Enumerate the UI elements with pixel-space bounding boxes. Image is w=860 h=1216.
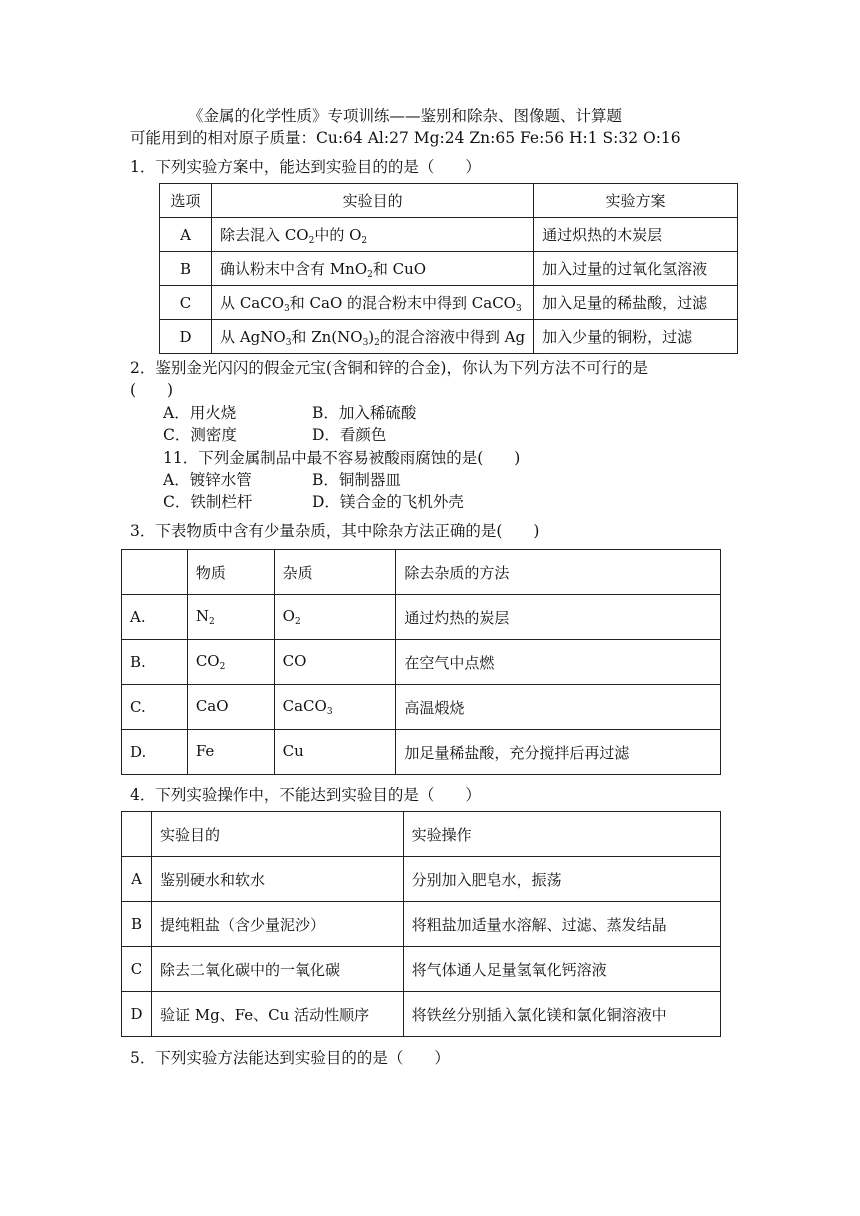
table-header: 实验目的 [151, 812, 403, 857]
option-label: D [122, 992, 152, 1037]
q5-stem: 5．下列实验方法能达到实验目的的是（ ） [130, 1049, 450, 1067]
q11-stem: 11．下列金属制品中最不容易被酸雨腐蚀的是( ) [163, 449, 521, 467]
method-cell: 通过灼热的炭层 [396, 595, 721, 640]
q3-stem: 3．下表物质中含有少量杂质，其中除杂方法正确的是( ) [130, 522, 540, 540]
substance-cell: Fe [187, 730, 274, 775]
substance-cell: $N_2$ [187, 595, 274, 640]
operation-cell: 分别加入肥皂水，振荡 [403, 857, 720, 902]
q2-stem-paren: ( ) [130, 381, 174, 399]
q2-option-c: C．测密度 [163, 426, 237, 444]
table-row [122, 730, 721, 775]
method-cell: 高温煅烧 [396, 685, 721, 730]
q1-stem: 1．下列实验方案中，能达到实验目的的是（ ） [130, 158, 481, 176]
table-header: 物质 [187, 550, 274, 595]
table-row [122, 595, 721, 640]
table-header: 除去杂质的方法 [396, 550, 721, 595]
option-label: A [160, 218, 212, 252]
q2-stem: 2．鉴别金光闪闪的假金元宝(含铜和锌的合金)，你认为下列方法不可行的是 [130, 359, 648, 377]
impurity-cell: $O_2$ [274, 595, 396, 640]
q11-option-b: B．铜制器皿 [312, 471, 401, 489]
goal-cell: 除去混入 $CO_2$中的 $O_2$ [212, 218, 534, 252]
table-row [122, 857, 721, 902]
table-row [122, 640, 721, 685]
plan-cell: 加入足量的稀盐酸，过滤 [534, 286, 738, 320]
q3-table [121, 549, 721, 775]
goal-cell: 除去二氧化碳中的一氧化碳 [151, 947, 403, 992]
impurity-cell: CaCO$_3$ [274, 685, 396, 730]
plan-cell: 通过炽热的木炭层 [534, 218, 738, 252]
substance-cell: CaO [187, 685, 274, 730]
table-header: 实验目的 [212, 184, 534, 218]
impurity-cell: Cu [274, 730, 396, 775]
table-header: 选项 [160, 184, 212, 218]
goal-cell: 确认粉末中含有 MnO$_2$和 CuO [212, 252, 534, 286]
method-cell: 在空气中点燃 [396, 640, 721, 685]
table-header-row [160, 184, 738, 218]
option-label: B [122, 902, 152, 947]
goal-cell: 验证 Mg、Fe、Cu 活动性顺序 [151, 992, 403, 1037]
q2-option-d: D．看颜色 [312, 426, 387, 444]
table-header [122, 812, 152, 857]
option-label: C. [122, 685, 188, 730]
q2-option-b: B．加入稀硫酸 [312, 404, 417, 422]
option-label: D [160, 320, 212, 354]
method-cell: 加足量稀盐酸，充分搅拌后再过滤 [396, 730, 721, 775]
table-row [122, 902, 721, 947]
option-label: A [122, 857, 152, 902]
operation-cell: 将粗盐加适量水溶解、过滤、蒸发结晶 [403, 902, 720, 947]
table-header-row [122, 812, 721, 857]
option-label: A. [122, 595, 188, 640]
q11-option-c: C．铁制栏杆 [163, 493, 253, 511]
option-label: D. [122, 730, 188, 775]
q11-option-d: D．镁合金的飞机外壳 [312, 493, 464, 511]
q11-option-a: A．镀锌水管 [163, 471, 252, 489]
table-header-row [122, 550, 721, 595]
goal-cell: 从 CaCO$_3$和 CaO 的混合粉末中得到 CaCO$_3$ [212, 286, 534, 320]
document-title: 《金属的化学性质》专项训练——鉴别和除杂、图像题、计算题 [188, 107, 623, 125]
q2-option-a: A．用火烧 [163, 404, 237, 422]
q1-table [159, 183, 738, 354]
table-row [160, 286, 738, 320]
option-label: B [160, 252, 212, 286]
plan-cell: 加入少量的铜粉，过滤 [534, 320, 738, 354]
operation-cell: 将铁丝分别插入氯化镁和氯化铜溶液中 [403, 992, 720, 1037]
table-row [122, 992, 721, 1037]
table-row [122, 685, 721, 730]
q4-stem: 4．下列实验操作中，不能达到实验目的是（ ） [130, 786, 481, 804]
operation-cell: 将气体通人足量氢氧化钙溶液 [403, 947, 720, 992]
table-header: 实验操作 [403, 812, 720, 857]
table-row [160, 252, 738, 286]
table-header: 实验方案 [534, 184, 738, 218]
substance-cell: $CO_2$ [187, 640, 274, 685]
goal-cell: 从 AgNO$_3$和 $Zn(NO_3)_2$的混合溶液中得到 Ag [212, 320, 534, 354]
table-header: 杂质 [274, 550, 396, 595]
q4-table [121, 811, 721, 1037]
option-label: B. [122, 640, 188, 685]
table-header [122, 550, 188, 595]
goal-cell: 鉴别硬水和软水 [151, 857, 403, 902]
atomic-masses: 可能用到的相对原子质量：Cu:64 Al:27 Mg:24 Zn:65 Fe:56 H:1 S:32 O:16 [130, 129, 681, 147]
option-label: C [160, 286, 212, 320]
goal-cell: 提纯粗盐（含少量泥沙） [151, 902, 403, 947]
table-row [122, 947, 721, 992]
table-row [160, 320, 738, 354]
impurity-cell: CO [274, 640, 396, 685]
table-row [160, 218, 738, 252]
plan-cell: 加入过量的过氧化氢溶液 [534, 252, 738, 286]
option-label: C [122, 947, 152, 992]
